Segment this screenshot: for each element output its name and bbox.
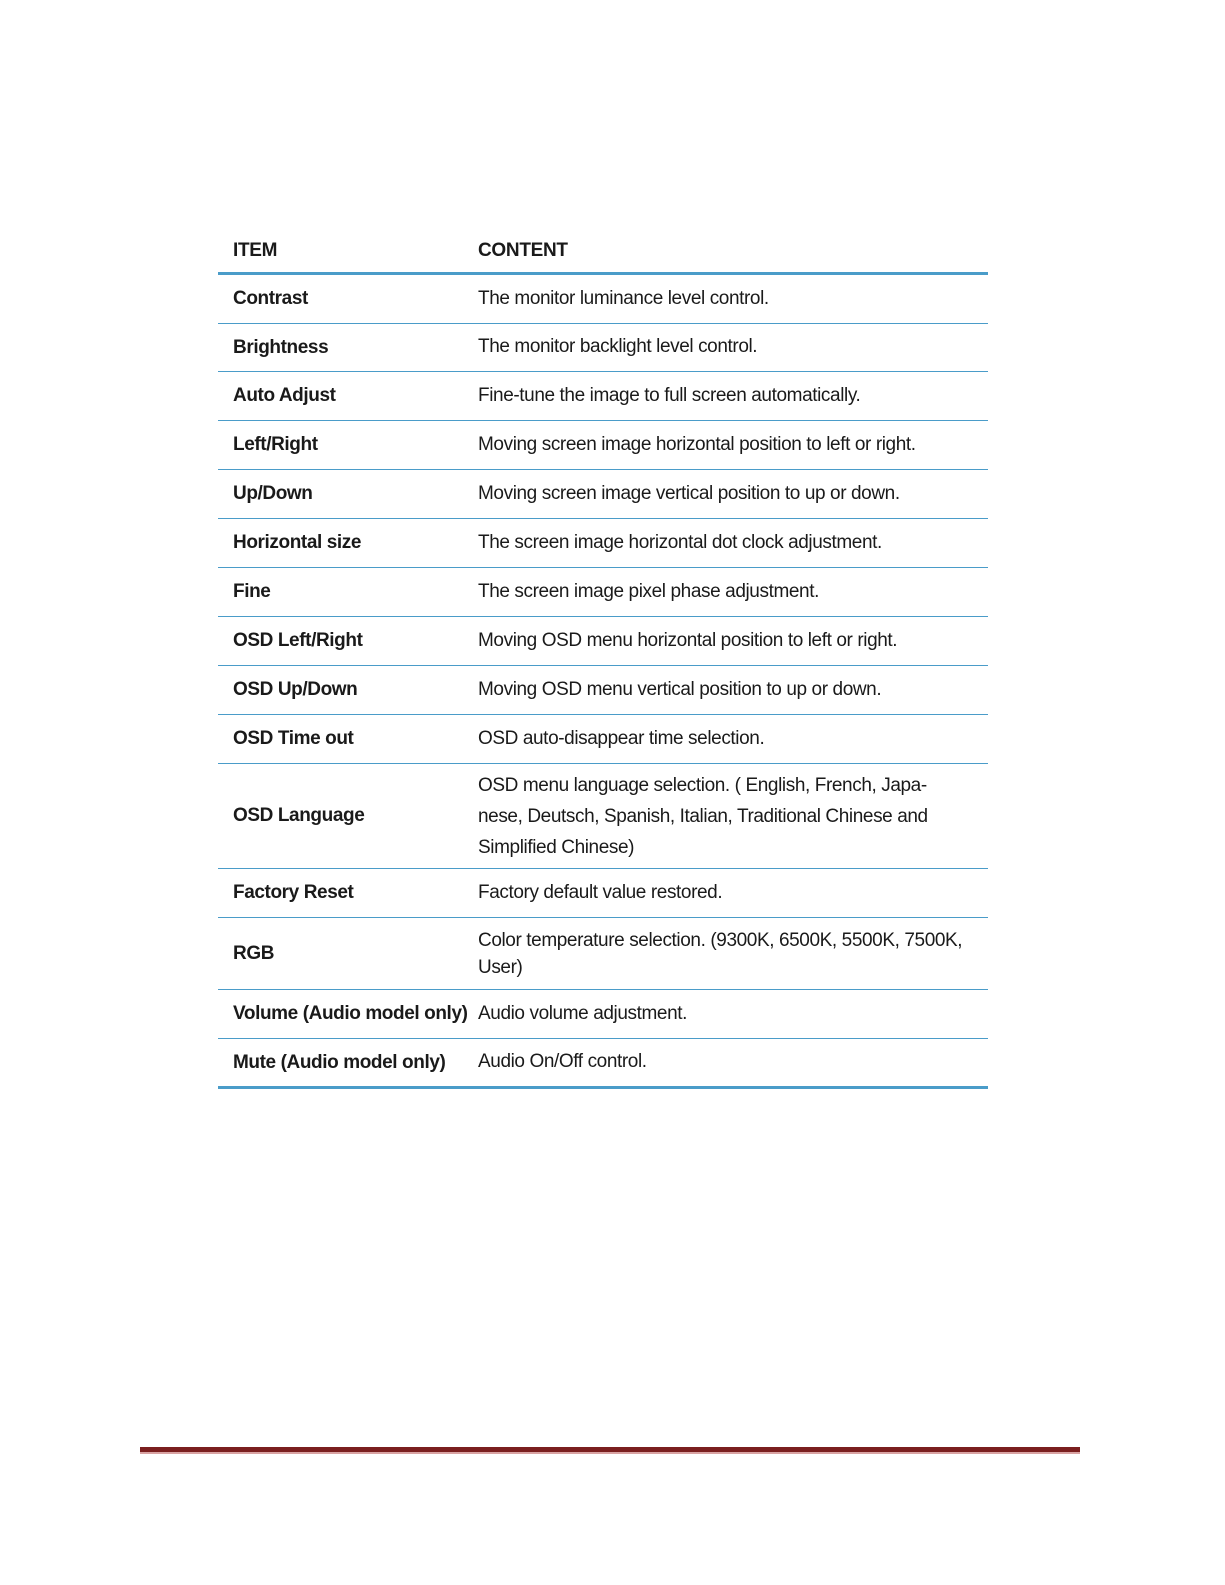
row-item: OSD Left/Right [233,630,363,651]
table-row [218,990,988,1039]
table-row [218,1039,988,1089]
row-item: Auto Adjust [233,385,336,406]
table-row [218,519,988,568]
row-content: Color temperature selection. (9300K, 6500K, 5500K, 7500K, User) [478,929,963,978]
footer-divider [140,1447,1080,1454]
row-content: Moving OSD menu horizontal position to left or right. [478,629,898,651]
table-row [218,275,988,324]
row-item: Fine [233,581,271,602]
table-row [218,918,988,990]
row-content: The screen image pixel phase adjustment. [478,580,819,602]
table-row [218,764,988,869]
row-content: Fine-tune the image to full screen automatically. [478,384,861,406]
row-item: Horizontal size [233,532,362,553]
row-content: The monitor luminance level control. [478,287,769,309]
row-item: OSD Time out [233,728,354,749]
row-item: OSD Language [233,805,365,826]
row-content: Audio On/Off control. [478,1051,647,1073]
row-content: Audio volume adjustment. [478,1002,688,1024]
table-row [218,666,988,715]
table-row [218,470,988,519]
header-content: CONTENT [478,239,568,261]
row-content: The screen image horizontal dot clock adjustment. [478,531,882,553]
row-content: OSD auto-disappear time selection. [478,727,765,749]
header-item: ITEM [233,240,278,261]
row-content: Moving OSD menu vertical position to up or down. [478,678,882,700]
row-item: Up/Down [233,483,313,504]
table-row [218,421,988,470]
row-content: Factory default value restored. [478,881,723,903]
row-item: Factory Reset [233,882,354,903]
row-item: OSD Up/Down [233,679,358,700]
row-content: The monitor backlight level control. [478,336,758,358]
row-content: Moving screen image horizontal position to left or right. [478,433,916,455]
osd-menu-table [218,230,988,1089]
row-content: OSD menu language selection. ( English, French, Japa-nese, Deutsch, Spanish, Italian, Traditional Chinese and Simplified Chinese) [478,774,928,858]
row-content: Moving screen image vertical position to up or down. [478,482,900,504]
row-item: Volume (Audio model only) [233,1003,468,1024]
table-row [218,715,988,764]
table-row [218,869,988,918]
table-header [218,230,988,275]
row-item: Brightness [233,336,329,358]
table-row [218,568,988,617]
row-item: RGB [233,942,275,964]
table-row [218,324,988,372]
table-row [218,617,988,666]
row-item: Mute (Audio model only) [233,1051,446,1073]
row-item: Contrast [233,288,308,309]
table-row [218,372,988,421]
row-item: Left/Right [233,434,318,455]
